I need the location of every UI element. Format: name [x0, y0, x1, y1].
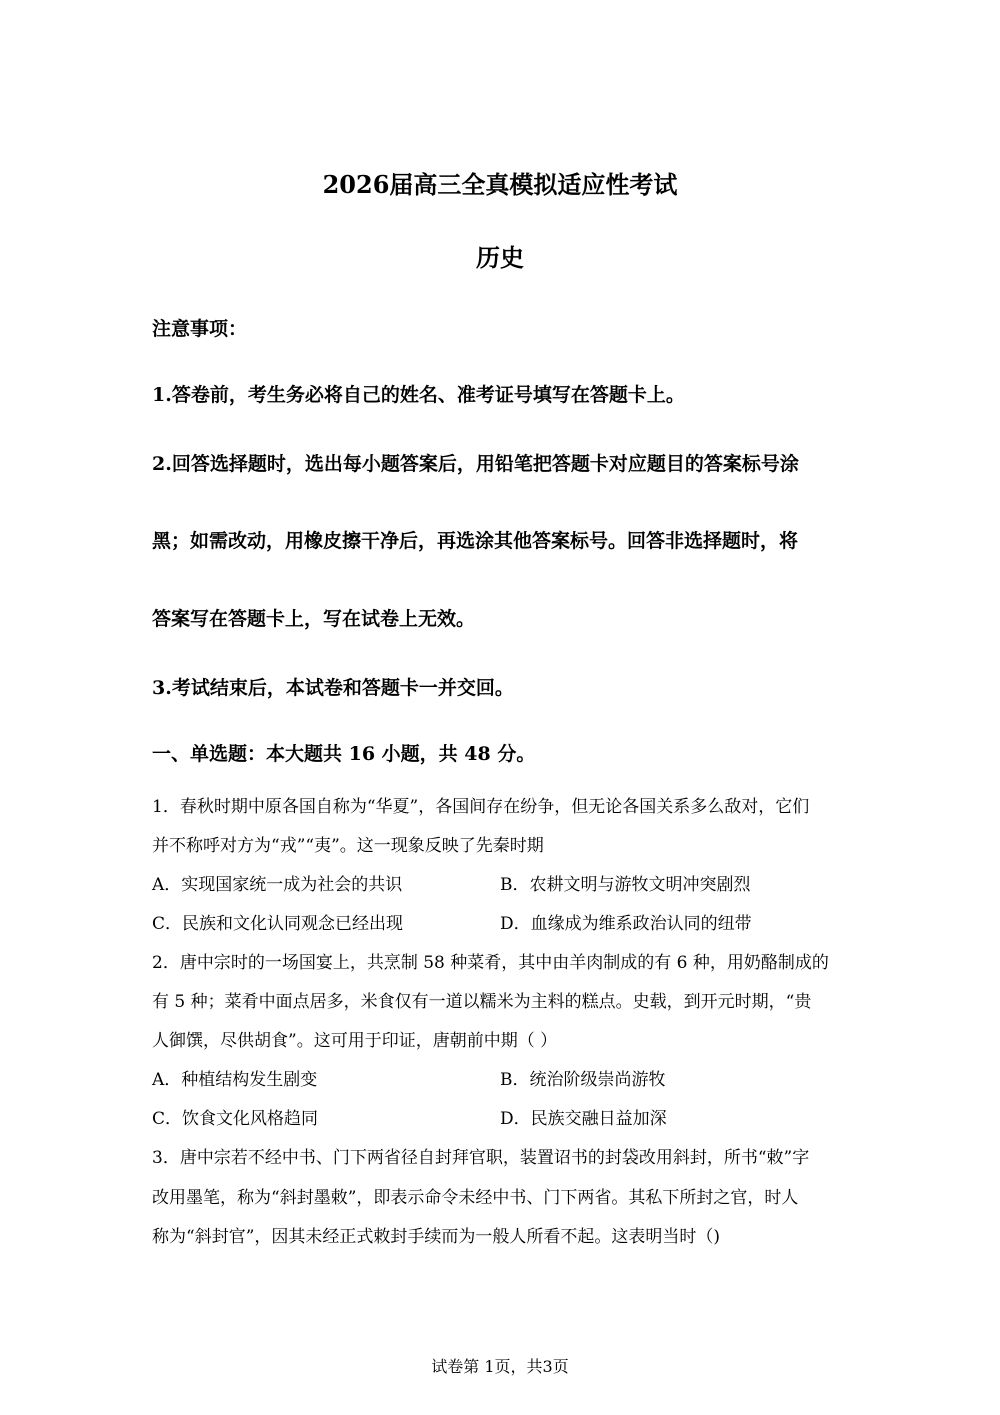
- question-text-line: 有 5 种；菜肴中面点居多，米食仅有一道以糯米为主料的糕点。史载，到开元时期，“贵: [152, 992, 812, 1012]
- question-text-line: 称为“斜封官”，因其未经正式敕封手续而为一般人所看不起。这表明当时（): [152, 1227, 721, 1247]
- question-text-line: 3．唐中宗若不经中书、门下两省径自封拜官职，装置诏书的封袋改用斜封，所书“敕”字: [152, 1148, 810, 1168]
- exam-title: 2026届高三全真模拟适应性考试: [322, 170, 678, 199]
- notice-item-1: 1.答卷前，考生务必将自己的姓名、准考证号填写在答题卡上。: [152, 384, 685, 406]
- question-text-line: 改用墨笔，称为“斜封墨敕”，即表示命令未经中书、门下两省。其私下所封之官，时人: [152, 1188, 799, 1208]
- option-b: B．统治阶级崇尚游牧: [500, 1070, 666, 1090]
- notice-item-2-line-3: 答案写在答题卡上，写在试卷上无效。: [152, 608, 476, 630]
- option-c: C．饮食文化风格趋同: [152, 1109, 319, 1129]
- option-c: C．民族和文化认同观念已经出现: [152, 914, 404, 934]
- option-b: B．农耕文明与游牧文明冲突剧烈: [500, 875, 751, 895]
- notice-item-2-line-2: 黑；如需改动，用橡皮擦干净后，再选涂其他答案标号。回答非选择题时，将: [152, 530, 799, 552]
- notice-item-2-line-1: 2.回答选择题时，选出每小题答案后，用铅笔把答题卡对应题目的答案标号涂: [152, 453, 799, 475]
- notice-heading: 注意事项：: [152, 318, 248, 340]
- section-heading: 一、单选题：本大题共 16 小题，共 48 分。: [152, 743, 536, 765]
- page-footer: 试卷第 1页，共3页: [431, 1357, 569, 1376]
- question-text-line: 2．唐中宗时的一场国宴上，共烹制 58 种菜肴，其中由羊肉制成的有 6 种，用奶酪制成的: [152, 953, 829, 973]
- option-d: D．民族交融日益加深: [500, 1109, 667, 1129]
- subject-title: 历史: [476, 243, 524, 272]
- option-a: A．实现国家统一成为社会的共识: [152, 875, 403, 895]
- notice-item-3: 3.考试结束后，本试卷和答题卡一并交回。: [152, 677, 514, 699]
- question-text-line: 并不称呼对方为“戎”“夷”。这一现象反映了先秦时期: [152, 836, 544, 856]
- option-d: D．血缘成为维系政治认同的纽带: [500, 914, 752, 934]
- option-a: A．种植结构发生剧变: [152, 1070, 318, 1090]
- question-text-line: 1．春秋时期中原各国自称为“华夏”，各国间存在纷争，但无论各国关系多么敌对，它们: [152, 797, 810, 817]
- question-text-line: 人御馔，尽供胡食”。这可用于印证，唐朝前中期（ ）: [152, 1031, 558, 1051]
